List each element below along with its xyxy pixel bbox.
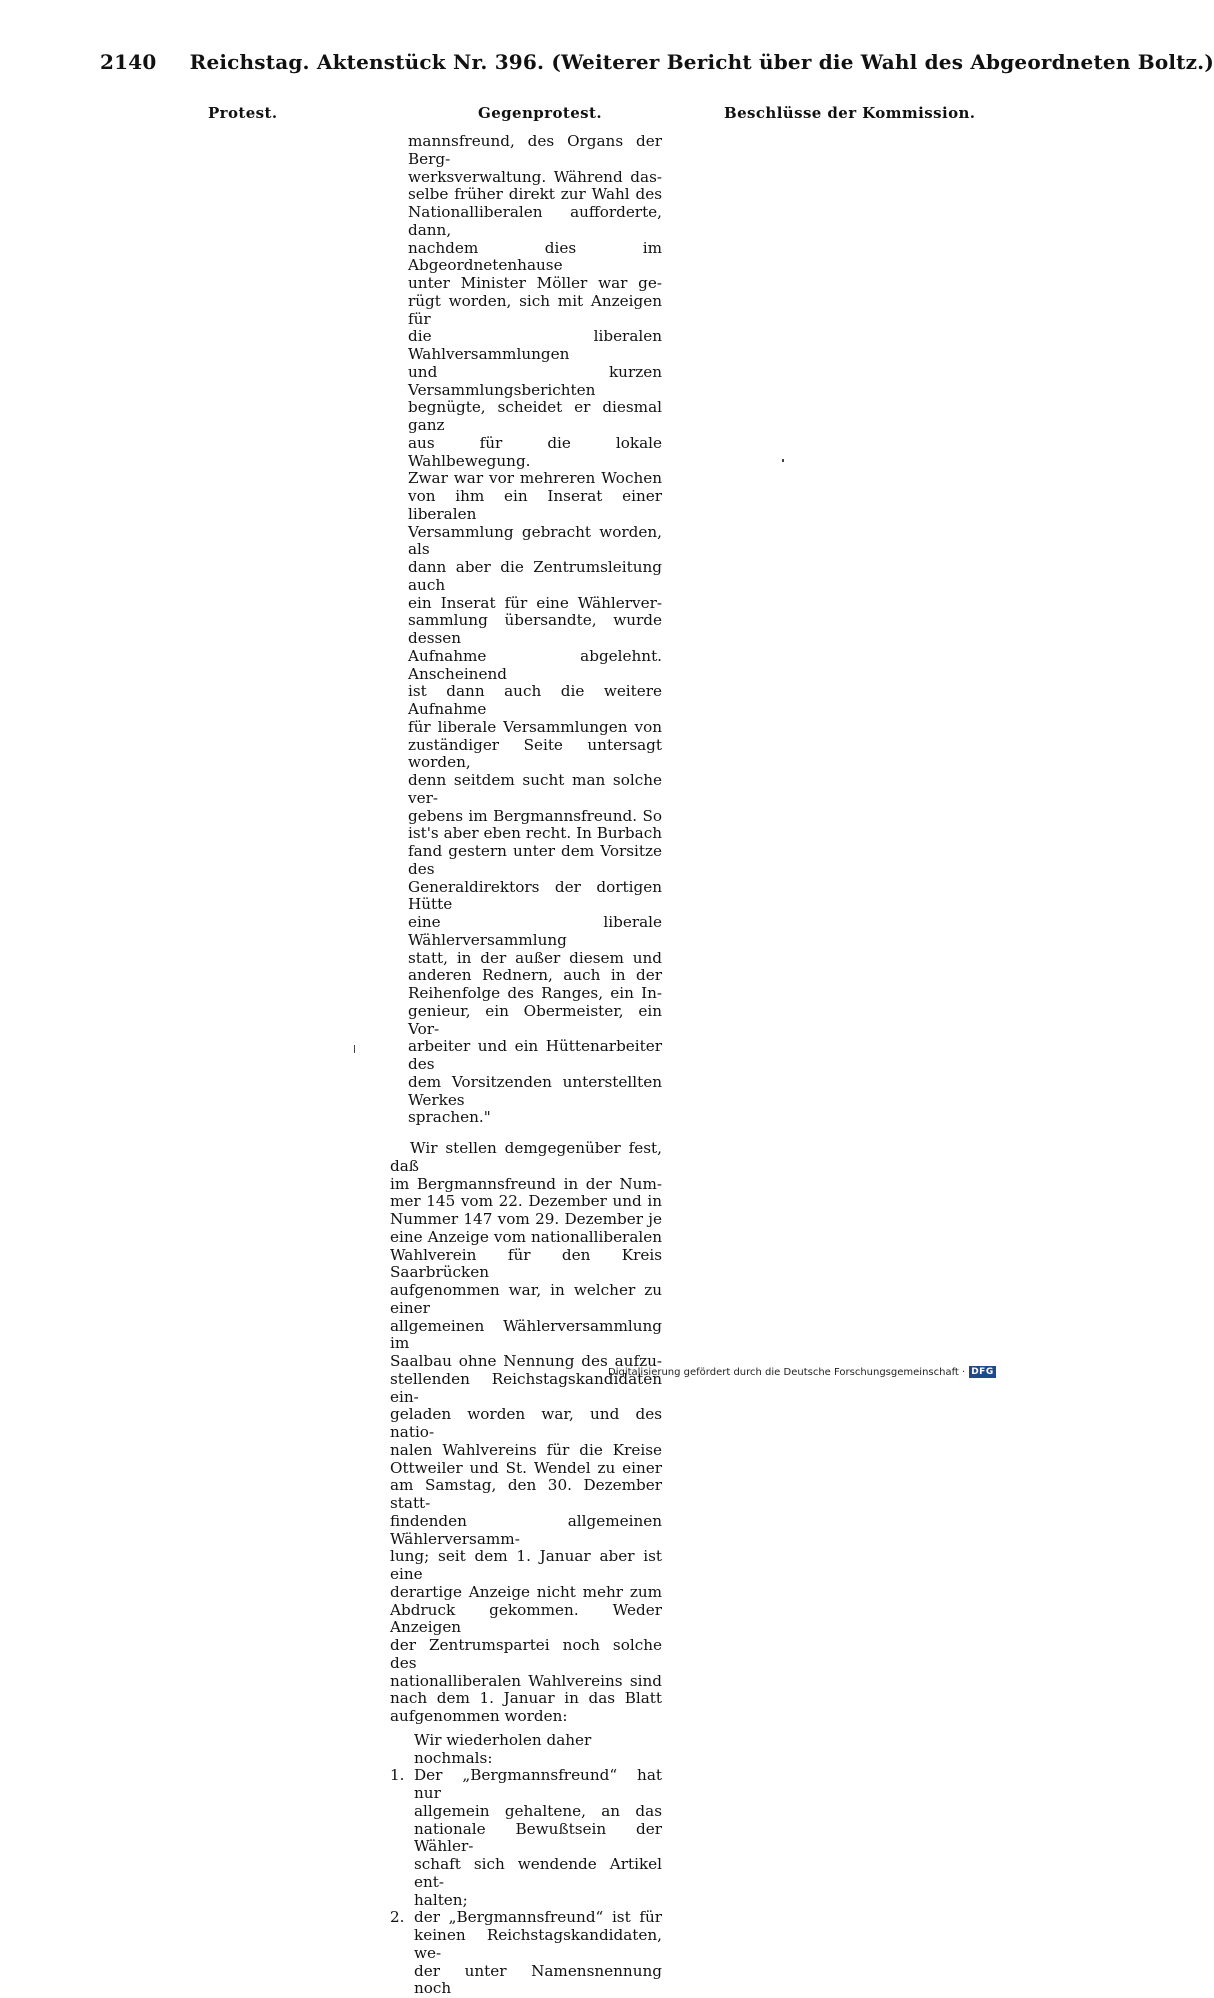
text-line: lung; seit dem 1. Januar aber ist eine: [390, 1548, 662, 1584]
text-line: aufgenommen war, in welcher zu einer: [390, 1282, 662, 1318]
text-line: die liberalen Wahlversammlungen: [390, 328, 662, 364]
text-line: werksverwaltung. Während das-: [390, 169, 662, 187]
text-line: von ihm ein Inserat einer liberalen: [390, 488, 662, 524]
text-line: eine liberale Wählerversammlung: [390, 914, 662, 950]
text-line: sammlung übersandte, wurde dessen: [390, 612, 662, 648]
text-line: mer 145 vom 22. Dezember und in: [390, 1193, 662, 1211]
text-line: ist dann auch die weitere Aufnahme: [390, 683, 662, 719]
column-heading-beschluesse: Beschlüsse der Kommission.: [724, 104, 975, 122]
column-heading-protest: Protest.: [208, 104, 277, 122]
list-item: [390, 1767, 662, 1909]
print-speck: [354, 1045, 355, 1053]
text-line: begnügte, scheidet er diesmal ganz: [390, 399, 662, 435]
text-line: fand gestern unter dem Vorsitze des: [390, 843, 662, 879]
text-line: gebens im Bergmannsfreund. So: [390, 808, 662, 826]
text-line: findenden allgemeinen Wählerversamm-: [390, 1513, 662, 1549]
text-line: geladen worden war, und des natio-: [390, 1406, 662, 1442]
text-line: im Bergmannsfreund in der Num-: [390, 1176, 662, 1194]
text-line: schaft sich wendende Artikel ent-: [414, 1856, 662, 1892]
text-line: aufgenommen worden:: [390, 1708, 662, 1726]
text-line: Reihenfolge des Ranges, ein In-: [390, 985, 662, 1003]
text-line: Aufnahme abgelehnt. Anscheinend: [390, 648, 662, 684]
list-lead: Wir wiederholen daher nochmals:: [390, 1732, 662, 1768]
list-item-text: [414, 1909, 662, 1998]
text-line: Zwar war vor mehreren Wochen: [390, 470, 662, 488]
text-line: nachdem dies im Abgeordnetenhause: [390, 240, 662, 276]
text-line: Ottweiler und St. Wendel zu einer: [390, 1460, 662, 1478]
gegenprotest-text: [390, 133, 662, 1998]
footer-text: Digitalisierung gefördert durch die Deutsche Forschungsgemeinschaft ·: [608, 1367, 965, 1378]
text-line: Nummer 147 vom 29. Dezember je: [390, 1211, 662, 1229]
text-line: der unter Namensnennung noch: [414, 1963, 662, 1998]
text-line: der Zentrumspartei noch solche des: [390, 1637, 662, 1673]
column-heading-gegenprotest: Gegenprotest.: [478, 104, 602, 122]
text-line: der „Bergmannsfreund“ ist für: [414, 1909, 662, 1927]
text-line: unter Minister Möller war ge-: [390, 275, 662, 293]
text-line: allgemeinen Wählerversammlung im: [390, 1318, 662, 1354]
text-line: dann aber die Zentrumsleitung auch: [390, 559, 662, 595]
text-line: denn seitdem sucht man solche ver-: [390, 772, 662, 808]
text-line: selbe früher direkt zur Wahl des: [390, 186, 662, 204]
paragraph-2: [390, 1140, 662, 1726]
text-line: keinen Reichstagskandidaten, we-: [414, 1927, 662, 1963]
text-line: statt, in der außer diesem und: [390, 950, 662, 968]
text-line: aus für die lokale Wahlbewegung.: [390, 435, 662, 471]
text-line: derartige Anzeige nicht mehr zum: [390, 1584, 662, 1602]
print-speck: [782, 459, 784, 462]
list-item: [390, 1909, 662, 1998]
text-line: mannsfreund, des Organs der Berg-: [390, 133, 662, 169]
page-header: [100, 50, 890, 74]
text-line: stellenden Reichstagskandidaten ein-: [390, 1371, 662, 1407]
text-line: Der „Bergmannsfreund“ hat nur: [414, 1767, 662, 1803]
text-line: und kurzen Versammlungsberichten: [390, 364, 662, 400]
text-line: zuständiger Seite untersagt worden,: [390, 737, 662, 773]
text-line: dem Vorsitzenden unterstellten Werkes: [390, 1074, 662, 1110]
text-line: für liberale Versammlungen von: [390, 719, 662, 737]
text-line: am Samstag, den 30. Dezember statt-: [390, 1477, 662, 1513]
text-line: allgemein gehaltene, an das: [414, 1803, 662, 1821]
paragraph-1: [390, 133, 662, 1127]
page-title: Reichstag. Aktenstück Nr. 396. (Weiterer Bericht über die Wahl des Abgeordneten Boltz.): [190, 50, 1214, 74]
text-line: nach dem 1. Januar in das Blatt: [390, 1690, 662, 1708]
list-item-number: 1.: [390, 1767, 414, 1909]
text-line: sprachen.": [390, 1109, 662, 1127]
digitization-footer: [608, 1366, 996, 1378]
text-line: Wahlverein für den Kreis Saarbrücken: [390, 1247, 662, 1283]
list-item-text: [414, 1767, 662, 1909]
text-line: nalen Wahlvereins für die Kreise: [390, 1442, 662, 1460]
numbered-list: [390, 1767, 662, 1998]
text-line: eine Anzeige vom nationalliberalen: [390, 1229, 662, 1247]
text-line: nationalliberalen Wahlvereins sind: [390, 1673, 662, 1691]
text-line: ein Inserat für eine Wählerver-: [390, 595, 662, 613]
text-line: Saalbau ohne Nennung des aufzu-: [390, 1353, 662, 1371]
page-number: 2140: [100, 50, 156, 74]
text-line: genieur, ein Obermeister, ein Vor-: [390, 1003, 662, 1039]
text-line: anderen Rednern, auch in der: [390, 967, 662, 985]
text-line: ist's aber eben recht. In Burbach: [390, 825, 662, 843]
dfg-logo: DFG: [969, 1366, 996, 1378]
text-line: Generaldirektors der dortigen Hütte: [390, 879, 662, 915]
text-line: Versammlung gebracht worden, als: [390, 524, 662, 560]
text-line: halten;: [414, 1892, 662, 1910]
text-line: arbeiter und ein Hüttenarbeiter des: [390, 1038, 662, 1074]
text-line: nationale Bewußtsein der Wähler-: [414, 1821, 662, 1857]
text-line: Abdruck gekommen. Weder Anzeigen: [390, 1602, 662, 1638]
text-line: rügt worden, sich mit Anzeigen für: [390, 293, 662, 329]
list-item-number: 2.: [390, 1909, 414, 1998]
text-line: Nationalliberalen aufforderte, dann,: [390, 204, 662, 240]
text-line: Wir stellen demgegenüber fest, daß: [390, 1140, 662, 1176]
